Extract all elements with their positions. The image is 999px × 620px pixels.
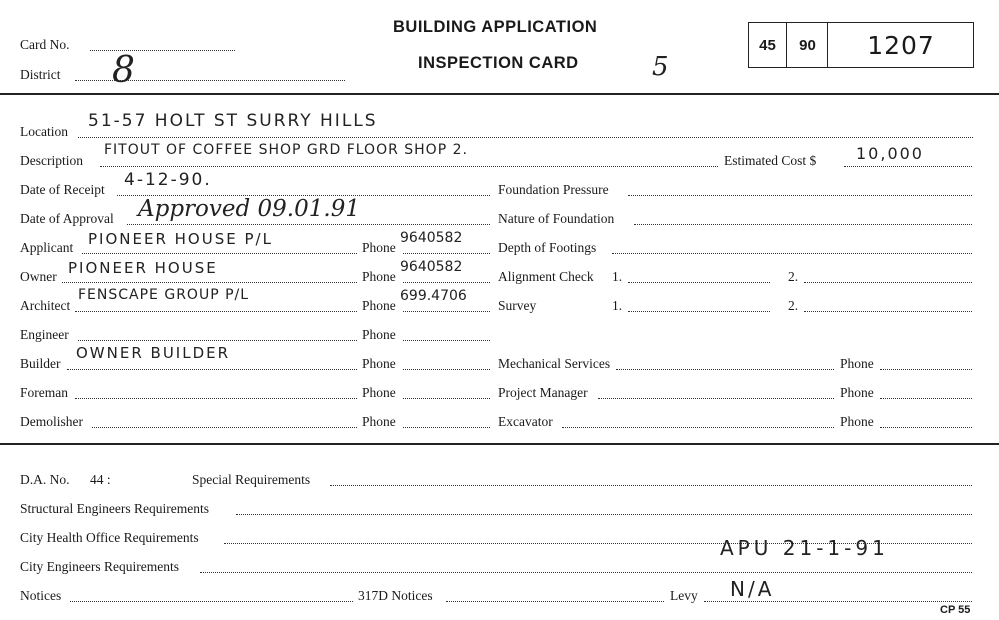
location-dots: [78, 137, 973, 138]
levy-dots: [704, 601, 972, 602]
engineer-phone-dots: [403, 340, 490, 341]
card-mark: 5: [652, 52, 669, 82]
city-engineers-label: City Engineers Requirements: [20, 559, 179, 574]
levy-label: Levy: [670, 588, 698, 603]
structural-engineers-dots: [236, 514, 972, 515]
foreman-label: Foreman: [20, 385, 68, 400]
levy-value: N/A: [730, 577, 775, 601]
architect-phone-dots: [403, 311, 490, 312]
box-cell-1: 45: [749, 23, 787, 67]
depth-of-footings-dots: [612, 253, 972, 254]
location-value: 51-57 HOLT ST SURRY HILLS: [88, 111, 378, 131]
engineer-dots: [78, 340, 357, 341]
description-label: Description: [20, 153, 83, 168]
demolisher-phone-dots: [403, 427, 490, 428]
notices-317d-label: 317D Notices: [358, 588, 433, 603]
notices-317d-dots: [446, 601, 664, 602]
mechanical-services-label: Mechanical Services: [498, 356, 611, 371]
owner-phone-label: Phone: [362, 269, 396, 284]
project-manager-label: Project Manager: [498, 385, 588, 400]
owner-dots: [62, 282, 357, 283]
nature-of-foundation-label: Nature of Foundation: [498, 211, 615, 226]
builder-dots: [67, 369, 357, 370]
survey-2-label: 2.: [788, 298, 799, 313]
demolisher-phone-label: Phone: [362, 414, 396, 429]
date-of-approval-dots: [127, 224, 490, 225]
architect-phone-label: Phone: [362, 298, 396, 313]
applicant-value: PIONEER HOUSE P/L: [88, 230, 273, 248]
excavator-label: Excavator: [498, 414, 553, 429]
da-no-value: 44 :: [90, 472, 111, 487]
card-number-box: [748, 22, 974, 68]
applicant-label: Applicant: [20, 240, 74, 255]
builder-phone-label: Phone: [362, 356, 396, 371]
demolisher-label: Demolisher: [20, 414, 83, 429]
architect-dots: [75, 311, 357, 312]
alignment-check-1-label: 1.: [612, 269, 623, 284]
alignment-check-label: Alignment Check: [498, 269, 594, 284]
estimated-cost-value: 10,000: [856, 144, 924, 163]
city-engineers-dots: [200, 572, 972, 573]
city-health-label: City Health Office Requirements: [20, 530, 199, 545]
alignment-check-2-label: 2.: [788, 269, 799, 284]
builder-label: Builder: [20, 356, 61, 371]
alignment-check-1-dots: [628, 282, 770, 283]
alignment-check-2-dots: [804, 282, 972, 283]
excavator-phone-label: Phone: [840, 414, 874, 429]
district-label: District: [20, 67, 61, 82]
header-divider: [0, 93, 999, 95]
city-engineers-note: APU 21-1-91: [720, 536, 889, 560]
title-line-1: BUILDING APPLICATION: [393, 18, 598, 36]
demolisher-dots: [92, 427, 357, 428]
form-code: CP 55: [940, 604, 971, 616]
notices-dots: [70, 601, 353, 602]
project-manager-dots: [598, 398, 834, 399]
structural-engineers-label: Structural Engineers Requirements: [20, 501, 209, 516]
description-value: FITOUT OF COFFEE SHOP GRD FLOOR SHOP 2.: [104, 142, 468, 158]
section-divider: [0, 443, 999, 445]
engineer-phone-label: Phone: [362, 327, 396, 342]
owner-phone-dots: [403, 282, 490, 283]
special-requirements-dots: [330, 485, 972, 486]
builder-value: OWNER BUILDER: [76, 344, 231, 362]
excavator-dots: [562, 427, 834, 428]
date-of-approval-label: Date of Approval: [20, 211, 114, 226]
owner-label: Owner: [20, 269, 57, 284]
title-line-2: INSPECTION CARD: [418, 54, 579, 72]
foundation-pressure-label: Foundation Pressure: [498, 182, 609, 197]
estimated-cost-dots: [844, 166, 972, 167]
foreman-dots: [75, 398, 357, 399]
location-label: Location: [20, 124, 68, 139]
foreman-phone-label: Phone: [362, 385, 396, 400]
notices-label: Notices: [20, 588, 62, 603]
depth-of-footings-label: Depth of Footings: [498, 240, 597, 255]
date-of-receipt-label: Date of Receipt: [20, 182, 105, 197]
special-requirements-label: Special Requirements: [192, 472, 311, 487]
engineer-label: Engineer: [20, 327, 69, 342]
applicant-dots: [82, 253, 357, 254]
foreman-phone-dots: [403, 398, 490, 399]
applicant-phone-label: Phone: [362, 240, 396, 255]
architect-value: FENSCAPE GROUP P/L: [78, 287, 250, 303]
mechanical-services-dots: [616, 369, 834, 370]
date-of-receipt-value: 4-12-90.: [124, 170, 212, 190]
estimated-cost-label: Estimated Cost $: [724, 153, 817, 168]
box-cell-3: 1207: [867, 30, 935, 60]
builder-phone-dots: [403, 369, 490, 370]
foundation-pressure-dots: [628, 195, 972, 196]
applicant-phone-dots: [403, 253, 490, 254]
owner-phone-value: 9640582: [400, 259, 463, 275]
description-dots: [100, 166, 718, 167]
box-cell-2: 90: [788, 23, 828, 67]
owner-value: PIONEER HOUSE: [68, 259, 218, 277]
mechanical-services-phone-label: Phone: [840, 356, 874, 371]
survey-label: Survey: [498, 298, 537, 313]
date-of-approval-value: Approved 09.01.91: [138, 196, 360, 222]
survey-1-label: 1.: [612, 298, 623, 313]
mechanical-services-phone-dots: [880, 369, 972, 370]
survey-2-dots: [804, 311, 972, 312]
project-manager-phone-dots: [880, 398, 972, 399]
architect-label: Architect: [20, 298, 71, 313]
survey-1-dots: [628, 311, 770, 312]
card-no-label: Card No.: [20, 37, 70, 52]
excavator-phone-dots: [880, 427, 972, 428]
da-no-label: D.A. No.: [20, 472, 70, 487]
project-manager-phone-label: Phone: [840, 385, 874, 400]
architect-phone-value: 699.4706: [400, 288, 467, 304]
nature-of-foundation-dots: [634, 224, 972, 225]
applicant-phone-value: 9640582: [400, 230, 463, 246]
district-value: 8: [112, 50, 135, 91]
